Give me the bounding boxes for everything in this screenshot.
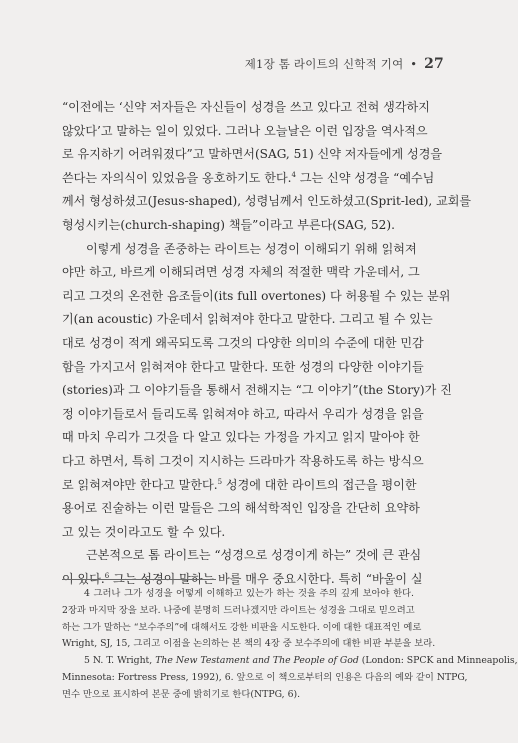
footnote-line: Minnesota: Fortress Press, 1992), 6. 앞으로 이 책으로부터의 인용은 다음의 예와 같이 NTPG, (62, 671, 468, 683)
text-line: 리고 그것의 온전한 음조들이(its full overtones) 다 허용될 수 있는 분위 (62, 288, 451, 303)
text-line: 야만 하고, 바르게 이해되려면 성경 자체의 적절한 맥락 가운데서, 그 (62, 265, 420, 280)
footnote-5 (62, 653, 518, 703)
footnote-ref-5[interactable]: 5 (217, 477, 223, 486)
text-line: 않았다’고 말하는 일이 있었다. 그러나 오늘날은 이런 입장을 역사적으 (62, 123, 428, 138)
text-line: “이전에는 ‘신약 저자들은 자신들이 성경을 쓰고 있다고 전혀 생각하지 (62, 100, 430, 114)
footnote-line: 4 그러나 그가 성경을 어떻게 이해하고 있는가 하는 것을 주의 깊게 보아야 한다. (84, 588, 414, 599)
footnote-line: 하는 그가 말하는 “보수주의”에 대해서도 강한 비판을 시도한다. 이에 대한 대표적인 예로 (62, 621, 422, 633)
text-segment: (London: SPCK and Minneapolis, (358, 655, 518, 667)
text-line: 근본적으로 톰 라이트는 “성경으로 성경이게 하는” 것에 큰 관심 (86, 548, 422, 563)
footnote-line: 면수 만으로 표시하여 본문 중에 밝히기로 한다(NTPG, 6). (62, 688, 301, 700)
text-segment: 이 있다. (62, 571, 105, 586)
footnote-divider (62, 579, 216, 580)
running-header (245, 56, 444, 72)
footnote-line (62, 653, 518, 670)
text-segment: 그는 성경이 말하는 바를 매우 중요시한다. 특히 “바울이 실 (109, 571, 423, 586)
text-segment: 쓴다는 자의식이 있었음을 옹호하기도 한다. (62, 170, 292, 185)
running-title: 제1장 톰 라이트의 신학적 기여 (244, 57, 404, 71)
text-segment: 5 N. T. Wright, (84, 655, 156, 667)
header-bullet: • (410, 57, 418, 71)
text-line: 로 유지하기 어려워졌다”고 말하면서(SAG, 51) 신약 저자들에게 성경을 (62, 147, 443, 162)
text-line: 이렇게 성경을 존중하는 라이트는 성경이 이해되기 위해 읽혀져 (86, 241, 417, 256)
body-text (62, 96, 472, 591)
text-line: 용어로 진술하는 이런 말들은 그의 해석학적인 입장을 간단히 요약하 (62, 501, 420, 516)
text-line: 기(an acoustic) 가운데서 읽혀져야 한다고 말한다. 그리고 될 수 있는 (62, 312, 433, 327)
text-line (62, 167, 435, 191)
book-title: The New Testament and The People of God (155, 655, 359, 667)
text-line: 대로 성경이 적게 왜곡되도록 그것의 다양한 의미의 수준에 대한 민감 (62, 335, 424, 350)
text-segment: 그는 신약 성경을 “예수님 (295, 170, 435, 185)
paragraph-3 (62, 544, 423, 591)
text-line (62, 474, 417, 498)
text-line: 정 이야기들로서 들리도록 읽혀져야 하고, 따라서 우리가 성경을 읽을 (62, 406, 424, 421)
footnotes (62, 586, 518, 704)
footnote-ref-6[interactable]: 6 (104, 571, 110, 580)
paragraph-1 (62, 96, 472, 238)
text-line: 께서 형성하셨고(Jesus-shaped), 성령님께서 인도하셨고(Sprit-led), 교회를 (62, 194, 472, 209)
text-segment: 로 읽혀져야만 한다고 말한다. (62, 477, 218, 492)
page-number: 27 (424, 56, 444, 72)
footnote-line: 2장과 마지막 장을 보라. 나중에 분명히 드러나겠지만 라이트는 성경을 그대로 믿으려고 (62, 604, 415, 616)
text-line: 때 마치 우리가 그것을 다 알고 있다는 가정을 가지고 읽지 말아야 한 (62, 430, 420, 445)
text-line: 함을 가지고서 읽혀져야 한다고 말한다. 또한 성경의 다양한 이야기들 (62, 359, 424, 374)
text-line: 고 있는 것이라고도 할 수 있다. (62, 524, 226, 539)
footnote-ref-4[interactable]: 4 (291, 170, 296, 179)
text-segment: 성경에 대한 라이트의 접근을 평이한 (222, 477, 417, 492)
footnote-line: Wright, SJ, 15, 그리고 이점을 논의하는 본 책의 4장 중 보수주의에 대한 비판 부분을 보라. (62, 638, 436, 650)
footnote-4 (62, 586, 436, 653)
text-line: 다고 하면서, 특히 그것이 지시하는 드라마가 작용하도록 하는 방식으 (62, 453, 424, 468)
text-line: 형성시키는(church-shaping) 책들”이라고 부른다(SAG, 52). (62, 217, 395, 232)
paragraph-2 (62, 238, 452, 545)
text-line: (stories)과 그 이야기들을 통해서 전해지는 “그 이야기”(the Story)가 진 (62, 383, 452, 398)
